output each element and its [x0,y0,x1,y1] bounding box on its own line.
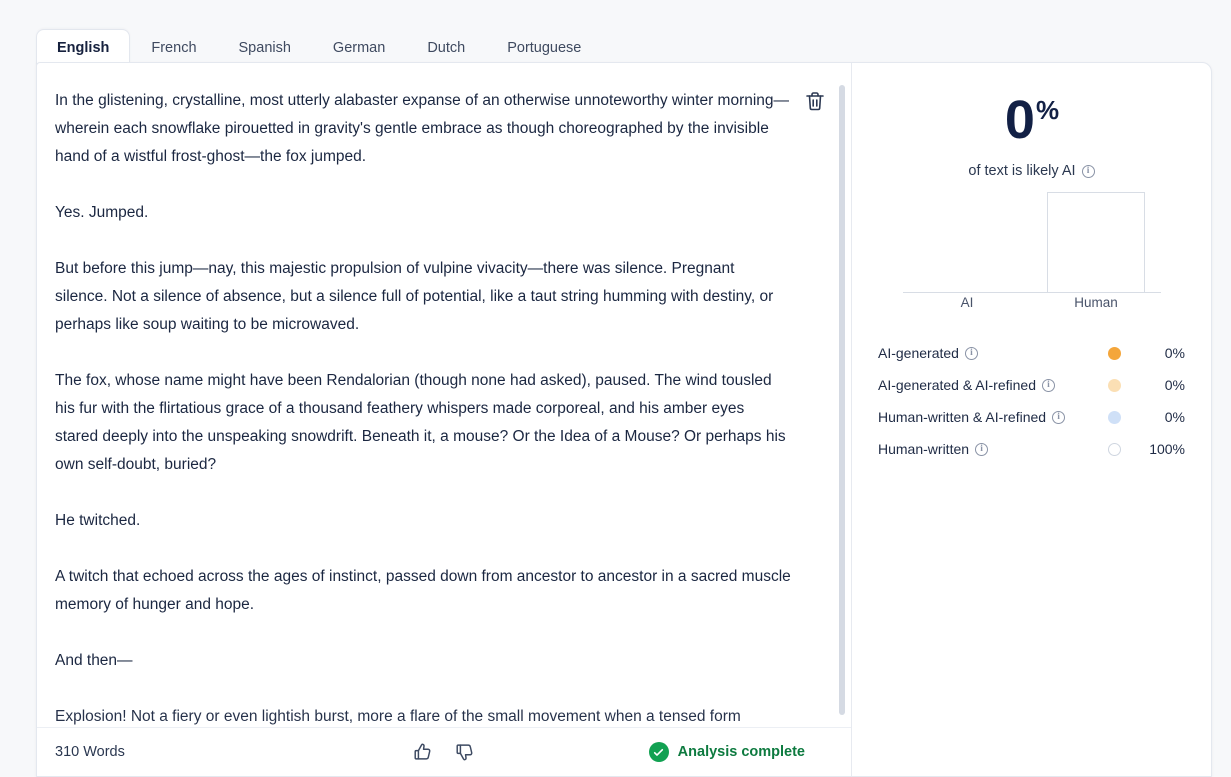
score-value: 0 [1004,90,1034,150]
legend-color-dot [1108,379,1121,392]
legend [878,337,1185,465]
legend-label: AI-generated & AI-refined [878,377,1036,393]
chart-axis-labels [903,295,1161,315]
paragraph: A twitch that echoed across the ages of instinct, passed down from ancestor to ancestor in a sacred muscle memory of hunger and hope. [55,568,791,613]
legend-value: 0% [1164,377,1185,393]
legend-value: 100% [1149,441,1185,457]
legend-label: Human-written & AI-refined [878,409,1047,425]
thumbs-up-icon[interactable] [410,739,436,765]
editor-pane [37,63,852,776]
info-icon[interactable]: i [1052,411,1065,424]
legend-label: AI-generated [878,345,959,361]
results-pane [852,63,1211,776]
bar-human [1047,192,1145,292]
paragraph: And then— [55,652,133,669]
legend-value-group [1108,409,1185,425]
thumbs-down-icon[interactable] [452,739,478,765]
status-text: Analysis complete [677,744,805,760]
score-caption: of text is likely AI [968,163,1076,179]
info-icon[interactable]: i [1042,379,1055,392]
paragraph: He twitched. [55,512,141,529]
paragraph: But before this jump—nay, this majestic propulsion of vulpine vivacity—there was silence. Pregnant silence. Not a silence of absence, but a silence full of potential, like a taut string humming with destiny, or perhaps like soup waiting to be microwaved. [55,260,774,333]
chart-baseline [903,292,1161,293]
ai-score [878,90,1185,179]
legend-label-group [878,409,1065,425]
paragraph: The fox, whose name might have been Rendalorian (though none had asked), paused. The wind tousled his fur with the flirtatious grace of a thousand feathery whispers made corporeal, and his amber eyes stared deeply into the unspeaking snowdrift. Beneath it, a mouse? Or the Idea of a Mouse? Or perhaps his own self-doubt, buried? [55,372,786,473]
tab-label: Spanish [238,39,291,56]
check-circle-icon [649,742,669,762]
paragraph: Yes. Jumped. [55,204,149,221]
legend-label-group [878,345,978,361]
legend-label-group [878,377,1055,393]
legend-value-group [1108,377,1185,393]
feedback-buttons [410,739,478,765]
editor-scrollbar-thumb[interactable] [839,85,845,715]
legend-color-dot [1108,411,1121,424]
legend-value: 0% [1164,409,1185,425]
editor-footer [37,727,851,776]
legend-label: Human-written [878,441,970,457]
chart-label-ai: AI [960,295,974,310]
info-icon[interactable]: i [965,347,978,360]
legend-row-human-written-ai-refined [878,401,1185,433]
chart-label-human: Human [1074,295,1118,310]
word-count: 310 Words [55,744,125,760]
legend-label-group [878,441,988,457]
paragraph-clipped: Explosion! Not a fiery or even lightish burst, more a flare of the small movement when a tensed form [55,708,741,725]
editor-content [55,87,791,725]
legend-value-group [1108,345,1185,361]
legend-value: 0% [1164,345,1185,361]
legend-value-group [1108,441,1185,457]
text-editor[interactable] [37,63,851,727]
tab-label: English [57,39,110,56]
legend-row-human-written [878,433,1185,465]
chart-col-human [1047,192,1145,292]
info-icon[interactable]: i [975,443,988,456]
legend-row-ai-generated [878,337,1185,369]
tab-label: French [151,39,197,56]
info-icon[interactable]: i [1082,165,1095,178]
trash-icon[interactable] [803,89,827,113]
legend-color-dot [1108,443,1121,456]
chart-col-ai [918,192,1016,292]
score-unit: % [1035,95,1059,125]
tab-label: Dutch [427,39,466,56]
score-caption-row [878,163,1185,179]
language-tabs [36,24,602,66]
score-value-group [1004,90,1059,150]
tab-label: Portuguese [507,39,582,56]
legend-row-ai-generated-ai-refined [878,369,1185,401]
legend-color-dot [1108,347,1121,360]
ai-human-bar-chart [903,205,1161,315]
paragraph: In the glistening, crystalline, most utterly alabaster expanse of an otherwise unnoteworthy winter morning—wherein each snowflake pirouetted in gravity's gentle embrace as though choreographed by the invisible hand of a wistful frost-ghost—the fox jumped. [55,92,790,165]
status-badge [649,742,829,762]
chart-bars [903,192,1161,292]
tab-label: German [332,39,386,56]
analysis-card [36,62,1212,777]
